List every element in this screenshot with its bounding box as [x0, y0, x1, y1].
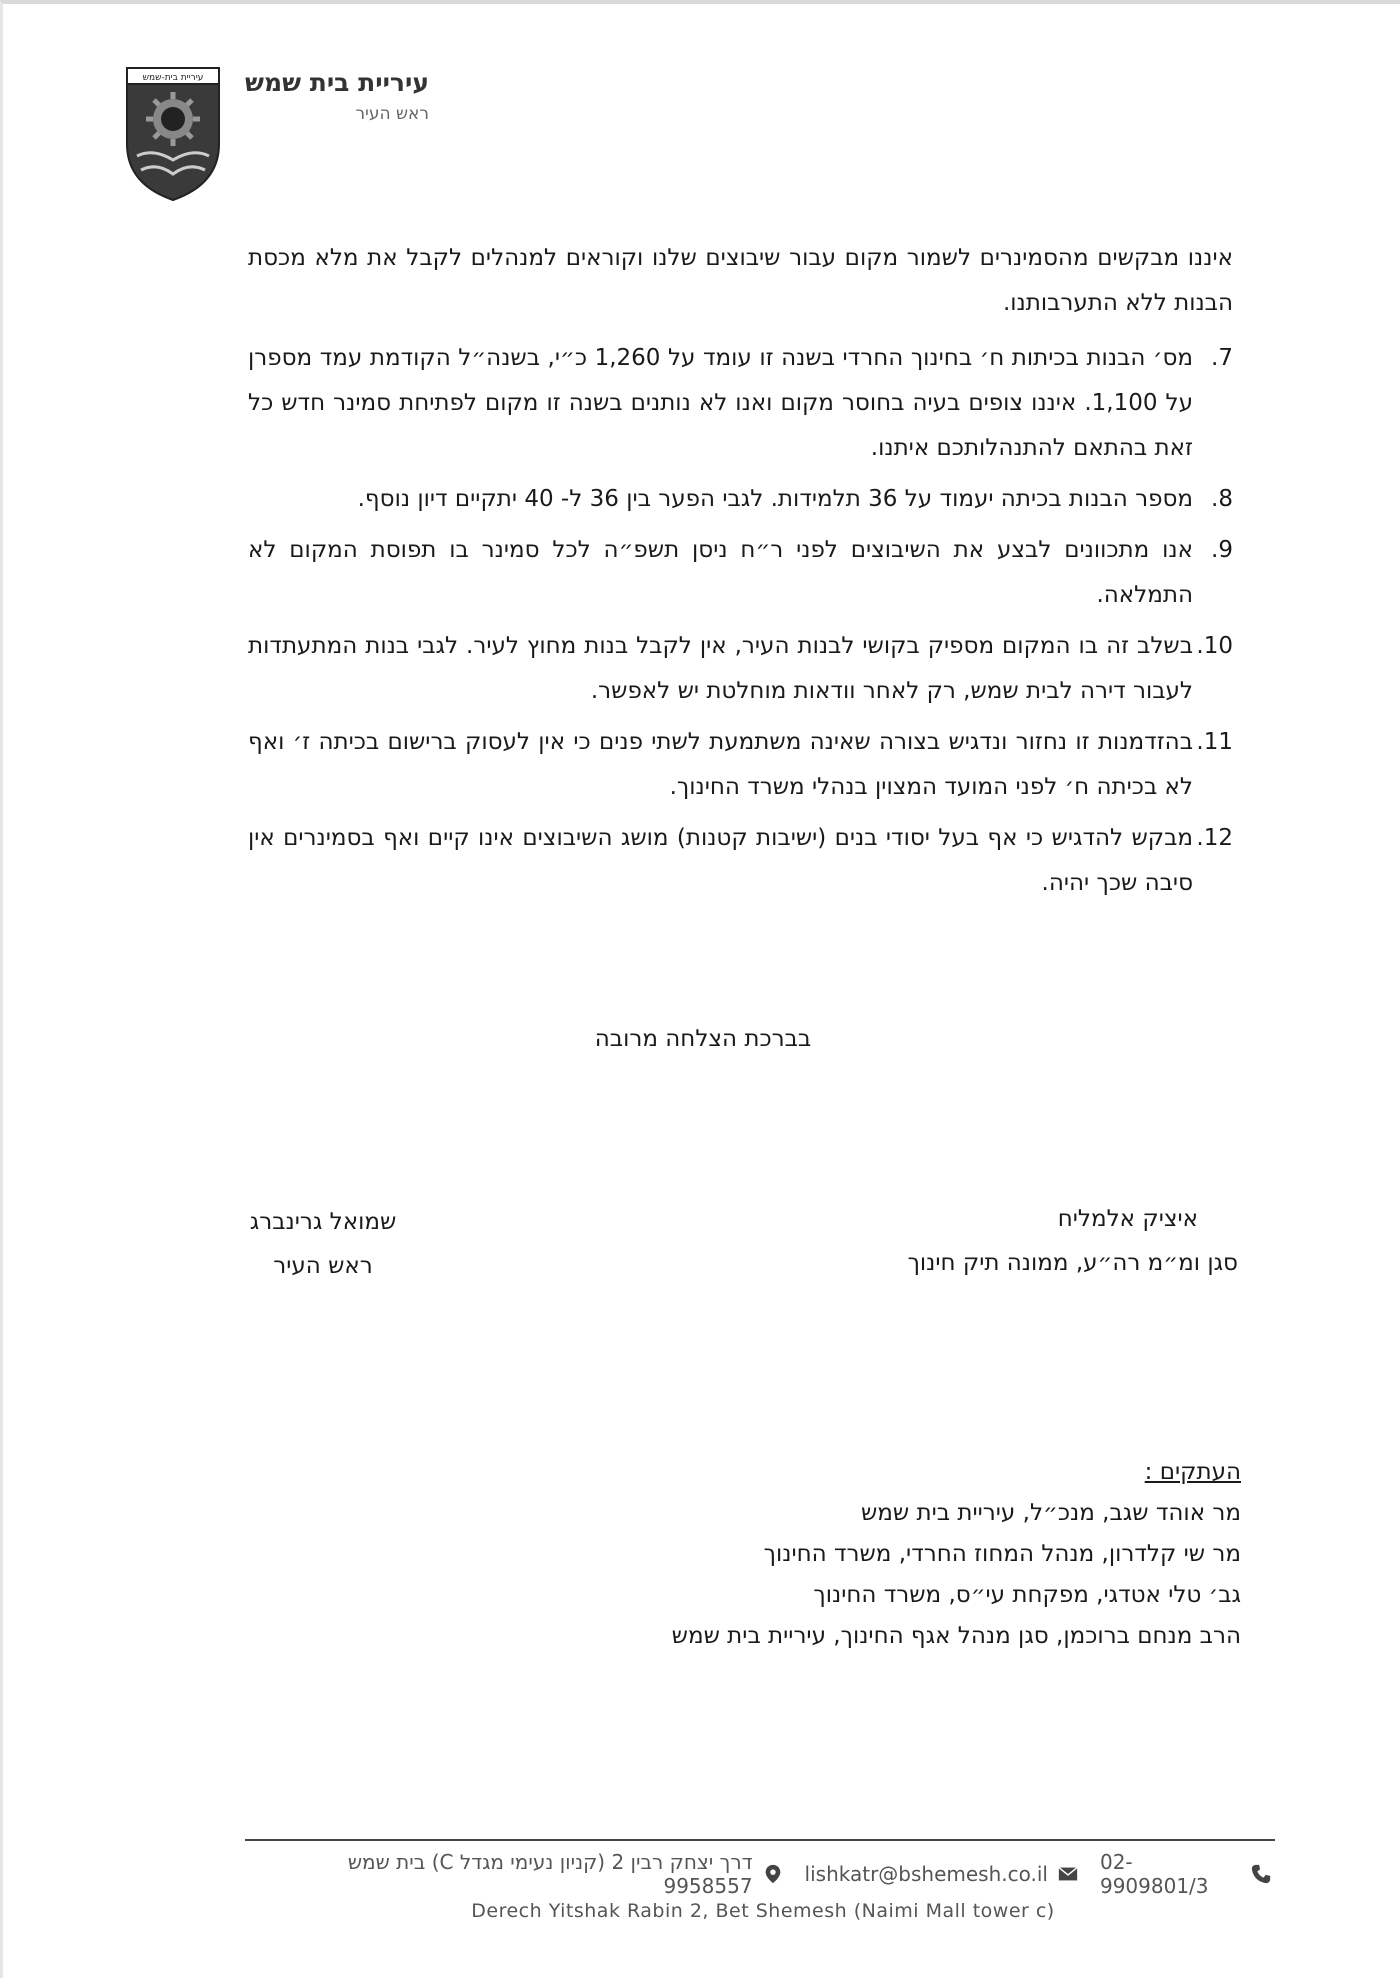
- signer-title: סגן ומ״מ רה״ע, ממונה תיק חינוך: [907, 1250, 1238, 1276]
- list-item: [248, 477, 1233, 522]
- address-text: דרך יצחק רבין 2 (קניון נעימי מגדל C) בית שמש 9958557: [347, 1850, 753, 1898]
- copies-list: [503, 1452, 1241, 1657]
- copy-recipient: הרב מנחם ברוכמן, סגן מנהל אגף החינוך, עיריית בית שמש: [671, 1623, 1241, 1649]
- list-item: [248, 624, 1233, 714]
- item-number: 10.: [1196, 633, 1233, 659]
- signer-title: ראש העיר: [273, 1253, 373, 1279]
- item-text: מספר הבנות בכיתה יעמוד על 36 תלמידות. לגבי הפער בין 36 ל- 40 יתקיים דיון נוסף.: [357, 486, 1193, 512]
- signer-name: איציק אלמליח: [1057, 1206, 1198, 1232]
- org-name: עיריית בית שמש: [245, 68, 429, 97]
- item-number: 7.: [1211, 345, 1233, 371]
- item-text: מס׳ הבנות בכיתות ח׳ בחינוך החרדי בשנה זו עומד על 1,260 כ״י, בשנה״ל הקודמת עמד מספרן על 1,100. איננו צופים בעיה בחוסר מקום ואנו לא נותנים בשנה זו מקום לפתיחת סמינר חדש כל זאת בהתאם להתנהלותכם איתנו.: [248, 345, 1194, 461]
- footer-address: [253, 1850, 785, 1898]
- footer-email: [805, 1862, 1080, 1886]
- item-text: בהזדמנות זו נחזור ונדגיש בצורה שאינה משתמעת לשתי פנים כי אין לעסוק ברישום בכיתה ז׳ ואף לא בכיתה ח׳ לפני המועד המצוין בנהלי משרד החינוך.: [248, 729, 1193, 800]
- item-text: מבקש להדגיש כי אף בעל יסודי בנים (ישיבות קטנות) מושג השיבוצים אינו קיים ואף בסמינרים אין סיבה שכך יהיה.: [248, 825, 1193, 896]
- list-item: [248, 816, 1233, 906]
- copy-recipient: גב׳ טלי אטדגי, מפקחת עי״ס, משרד החינוך: [813, 1582, 1241, 1608]
- location-icon: [761, 1863, 785, 1885]
- letterhead: [123, 64, 429, 214]
- signer-name: שמואל גרינברג: [249, 1209, 397, 1235]
- copy-recipient: מר אוהד שגב, מנכ״ל, עיריית בית שמש: [861, 1500, 1241, 1526]
- item-number: 11.: [1196, 729, 1233, 755]
- item-text: אנו מתכוונים לבצע את השיבוצים לפני ר״ח ניסן תשפ״ה לכל סמינר בו תפוסת המקום לא התמלאה.: [248, 537, 1193, 608]
- copies-title: העתקים :: [1144, 1459, 1241, 1485]
- logo-text: עיריית בית-שמש: [142, 73, 204, 83]
- phone-icon: [1249, 1863, 1273, 1885]
- footer-divider: [245, 1839, 1275, 1841]
- copy-recipient: מר שי קלדרון, מנהל המחוז החרדי, משרד החינוך: [763, 1541, 1241, 1567]
- list-item: [248, 720, 1233, 810]
- item-text: בשלב זה בו המקום מספיק בקושי לבנות העיר, אין לקבל בנות מחוץ לעיר. לגבי בנות המתעתדות לעבור דירה לבית שמש, רק לאחר וודאות מוחלטת יש לאפשר.: [248, 633, 1193, 704]
- item-number: 12.: [1196, 825, 1233, 851]
- item-number: 9.: [1211, 537, 1233, 563]
- closing-greeting: בברכת הצלחה מרובה: [594, 1026, 812, 1052]
- footer-contact: [253, 1850, 1273, 1898]
- email-icon: [1056, 1863, 1080, 1885]
- city-emblem-logo: [123, 64, 223, 202]
- letter-body: [248, 236, 1233, 912]
- org-subtitle: ראש העיר: [355, 104, 429, 124]
- list-item: [248, 528, 1233, 618]
- list-item: [248, 336, 1233, 471]
- intro-paragraph: איננו מבקשים מהסמינרים לשמור מקום עבור שיבוצים שלנו וקוראים למנהלים לקבל את מלא מכסת הבנות ללא התערבותנו.: [248, 245, 1233, 316]
- footer-address-english: Derech Yitshak Rabin 2, Bet Shemesh (Naimi Mall tower c): [471, 1900, 1055, 1922]
- signature-block-deputy: [793, 1197, 1238, 1285]
- footer-phone: [1100, 1850, 1273, 1898]
- signature-block-mayor: [223, 1200, 423, 1288]
- phone-text: 02-9909801/3: [1099, 1850, 1209, 1898]
- item-number: 8.: [1211, 486, 1233, 512]
- email-text: lishkatr@bshemesh.co.il: [804, 1862, 1048, 1886]
